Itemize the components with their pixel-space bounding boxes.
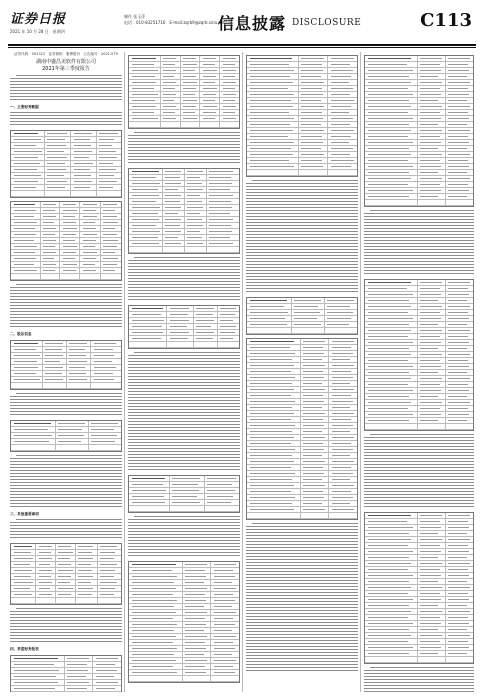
data-table — [10, 420, 122, 452]
data-table — [128, 55, 240, 129]
section-heading: 三、其他重要事项 — [10, 512, 39, 516]
masthead — [8, 8, 476, 44]
section-title-en: DISCLOSURE — [292, 18, 362, 28]
text-block — [128, 132, 240, 165]
text-block — [10, 519, 122, 540]
column-3 — [246, 52, 358, 692]
masthead-rule-thin — [8, 47, 476, 48]
column-divider — [124, 52, 125, 692]
data-table — [364, 279, 474, 431]
text-block — [10, 455, 122, 509]
editor-line: 制作 张玉萍 — [124, 14, 146, 19]
section-heading: 二、股东信息 — [10, 332, 32, 336]
column-divider — [360, 52, 361, 692]
text-block — [10, 75, 122, 102]
data-table — [128, 305, 240, 349]
issue-date: 2021 年 10 月 28 日 星期四 — [10, 29, 65, 34]
text-block — [10, 284, 122, 329]
text-block — [10, 393, 122, 417]
data-table — [128, 561, 240, 683]
data-table — [10, 655, 122, 692]
data-table — [364, 55, 474, 207]
data-table — [10, 543, 122, 605]
data-table — [128, 168, 240, 254]
contact-line: 电话：010-83251716 E-mail:zqrb9@zqrb.sina.net — [124, 20, 225, 25]
section-heading: 四、季度财务报表 — [10, 647, 39, 651]
section-title: 信息披露 — [218, 14, 287, 33]
data-table — [128, 475, 240, 513]
stock-code-line: 证券代码：002323 证券简称：雅博股份 公告编号：2021-079 — [14, 52, 118, 56]
page-number: C113 — [420, 10, 472, 31]
text-block — [10, 112, 122, 127]
data-table — [364, 512, 474, 664]
text-block — [364, 210, 474, 276]
data-table — [246, 338, 358, 520]
company-name: 湖南中盛昌美软件有限公司 — [35, 59, 96, 65]
data-table — [10, 130, 122, 198]
column-4 — [364, 52, 474, 692]
report-title: 2021年第三季度报告 — [42, 66, 90, 72]
column-1 — [10, 52, 122, 692]
text-block — [128, 516, 240, 558]
data-table — [10, 340, 122, 390]
data-table — [246, 297, 358, 335]
text-block — [246, 180, 358, 294]
data-table — [10, 201, 122, 281]
column-divider — [242, 52, 243, 692]
column-2 — [128, 52, 240, 692]
section-heading: 一、主要财务数据 — [10, 105, 39, 109]
text-block — [364, 434, 474, 509]
masthead-rule — [8, 44, 476, 46]
text-block — [10, 608, 122, 644]
newspaper-logo: 证券日报 — [10, 12, 67, 27]
text-block — [128, 257, 240, 302]
data-table — [246, 55, 358, 177]
text-block — [364, 667, 474, 692]
text-block — [128, 352, 240, 472]
text-block — [246, 523, 358, 673]
